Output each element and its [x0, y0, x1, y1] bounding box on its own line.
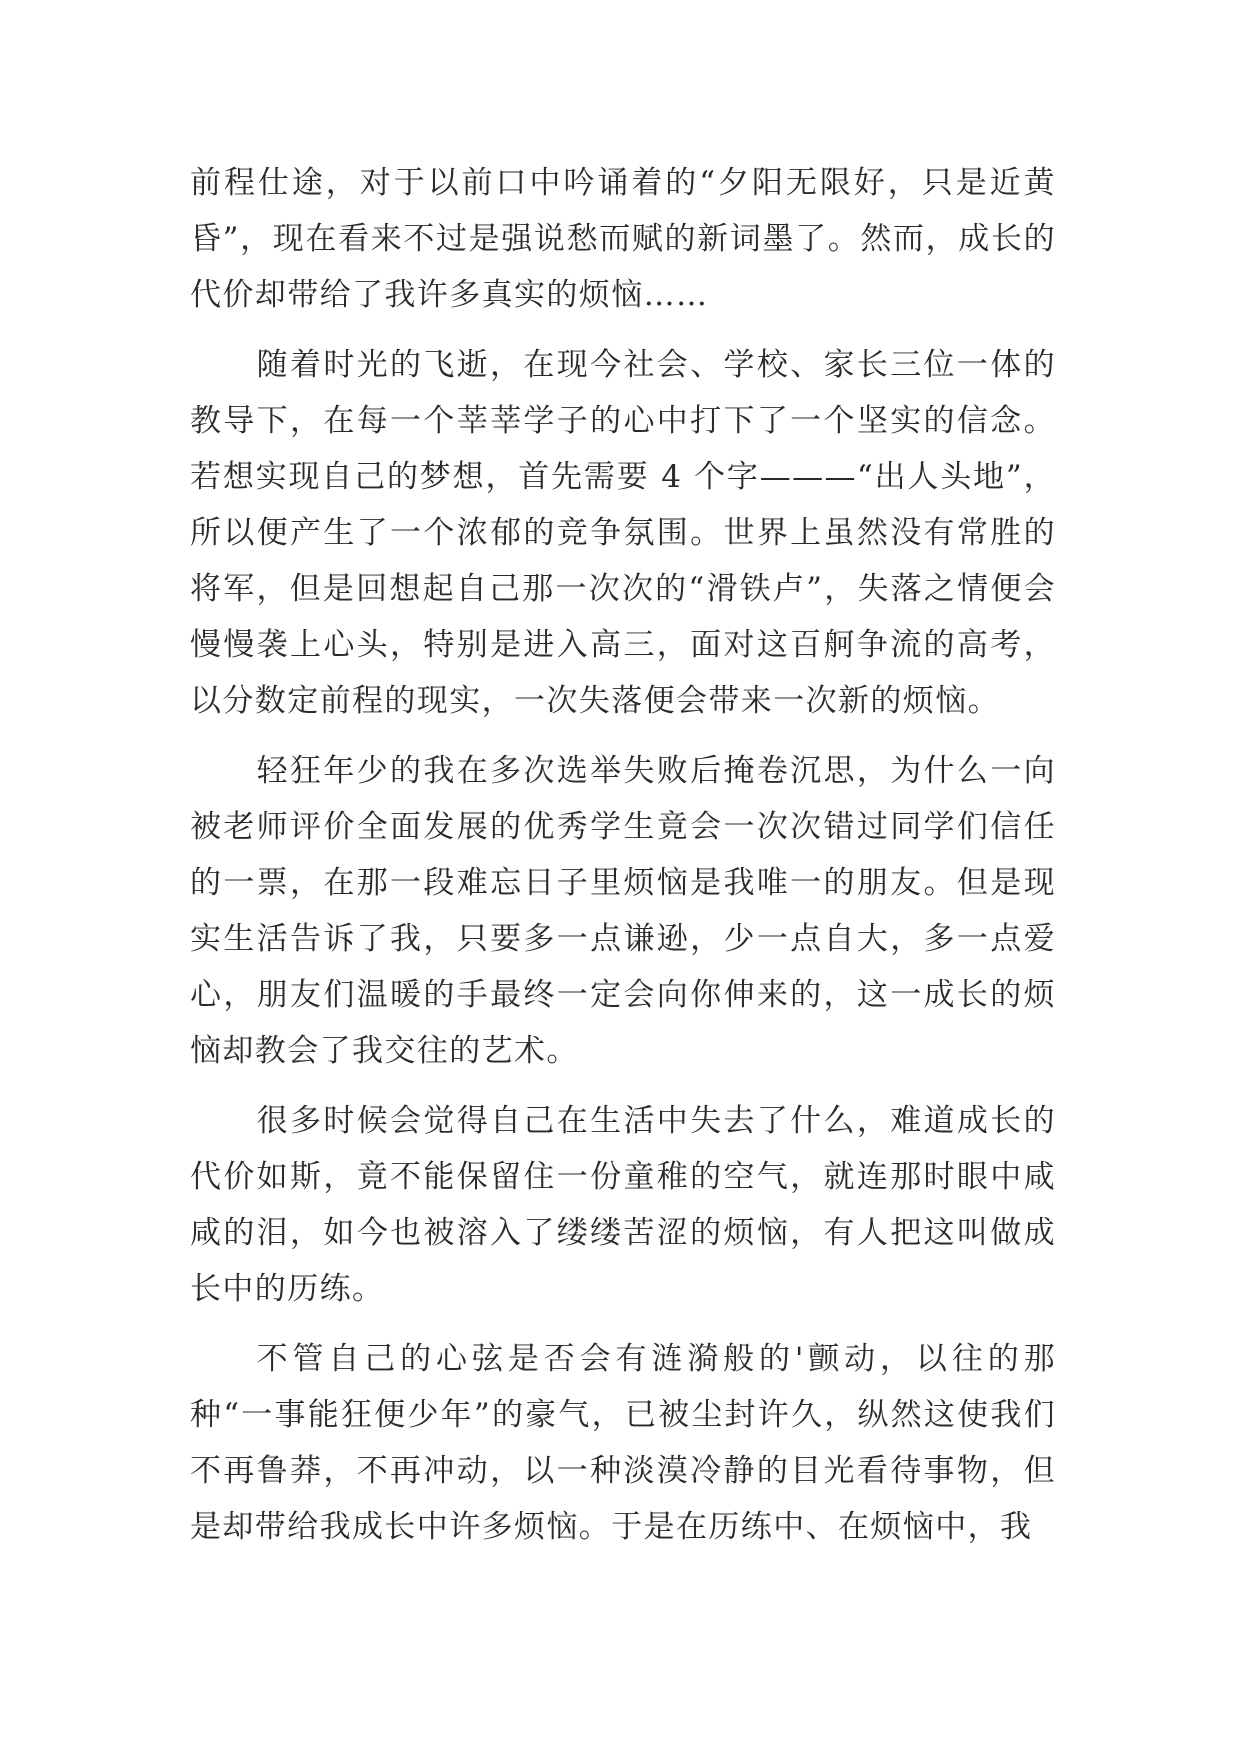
paragraph-3: 轻狂年少的我在多次选举失败后掩卷沉思，为什么一向被老师评价全面发展的优秀学生竟会一次次错过同学们信任的一票，在那一段难忘日子里烦恼是我唯一的朋友。但是现实生活告诉了我，只要多一点谦逊，少一点自大，多一点爱心，朋友们温暖的手最终一定会向你伸来的，这一成长的烦恼却教会了我交往的艺术。 — [190, 753, 1056, 1069]
document-body — [190, 155, 1056, 1569]
paragraph-4: 很多时候会觉得自己在生活中失去了什么，难道成长的代价如斯，竟不能保留住一份童稚的空气，就连那时眼中咸咸的泪，如今也被溶入了缕缕苦涩的烦恼，有人把这叫做成长中的历练。 — [190, 1103, 1056, 1307]
paragraph-2: 随着时光的飞逝，在现今社会、学校、家长三位一体的教导下，在每一个莘莘学子的心中打下了一个坚实的信念。若想实现自己的梦想，首先需要 4 个字———“出人头地”，所以便产生了一个浓郁的竞争氛围。世界上虽然没有常胜的将军，但是回想起自己那一次次的“滑铁卢”，失落之情便会慢慢袭上心头，特别是进入高三，面对这百舸争流的高考，以分数定前程的现实，一次失落便会带来一次新的烦恼。 — [190, 347, 1056, 719]
paragraph-1: 前程仕途，对于以前口中吟诵着的“夕阳无限好，只是近黄昏”，现在看来不过是强说愁而赋的新词墨了。然而，成长的代价却带给了我许多真实的烦恼…… — [190, 165, 1056, 313]
paragraph-5: 不管自己的心弦是否会有涟漪般的'颤动，以往的那种“一事能狂便少年”的豪气，已被尘封许久，纵然这使我们不再鲁莽，不再冲动，以一种淡漠冷静的目光看待事物，但是却带给我成长中许多烦恼。于是在历练中、在烦恼中，我 — [190, 1341, 1056, 1545]
